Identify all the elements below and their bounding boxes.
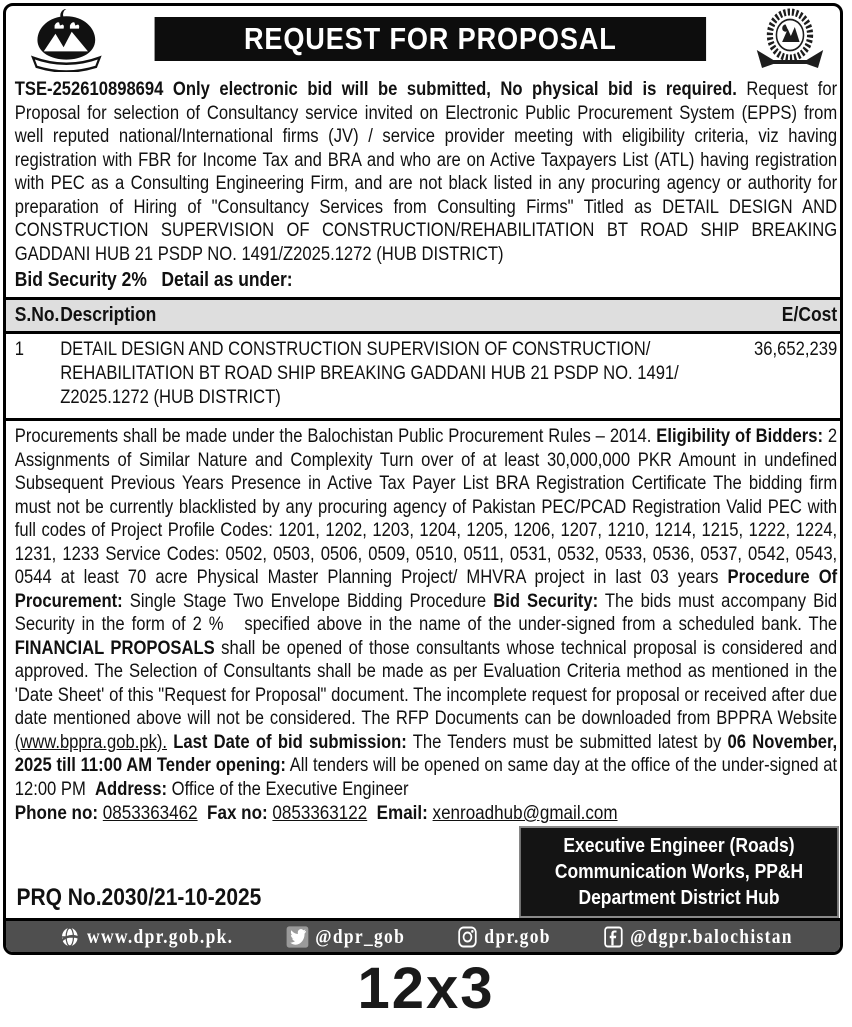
cost-table	[6, 297, 843, 421]
department-emblem-logo	[736, 6, 837, 78]
footer-facebook	[604, 926, 793, 949]
footer-website	[59, 925, 233, 949]
footer-facebook-label: @dgpr.balochistan	[630, 925, 793, 948]
footer-twitter-label: @dpr_gob	[315, 925, 406, 948]
department-emblem-icon	[743, 6, 837, 78]
terms-paragraph: Procurements shall be made under the Balochistan Public Procurement Rules – 2014. Eligibility of Bidders: 2 Assignments of Similar Nature and Complexity Turn over of at least 30,000,000 PKR Amount in undefined Subsequent Previous Years Presence in Active Tax Payer List BRA Registration Certificate The bidding firm must not be currently blacklisted by any procuring agency of Pakistan PEC/PCAD Registration Valid PEC with full codes of Project Profile Codes: 1201, 1202, 1203, 1204, 1205, 1206, 1207, 1210, 1214, 1215, 1222, 1224, 1231, 1233 Service Codes: 0502, 0503, 0506, 0509, 0510, 0511, 0531, 0532, 0533, 0536, 0537, 0542, 0543, 0544 at least 70 acre Physical Master Planning Project/ MHVRA project in last 03 years Procedure Of Procurement: Single Stage Two Envelope Bidding Procedure Bid Security: The bids must accompany Bid Security in the form of 2 % specified above in the name of the under-signed from a scheduled bank. The FINANCIAL PROPOSALS shall be opened of those consultants whose technical proposal is considered and approved. The Selection of Consultants shall be made as per Evaluation Criteria method as mentioned in the 'Date Sheet' of this "Request for Proposal" document. The incomplete request for proposal or received after due date mentioned above will not be considered. The RFP Documents can be downloaded from BPPRA Website (www.bppra.gob.pk). Last Date of bid submission: The Tenders must be submitted latest by 06 November, 2025 till 11:00 AM Tender opening: All tenders will be opened on same day at the office of the under-signed at 12:00 PM Address: Office of the Executive Engineer	[14, 426, 838, 800]
page-title: REQUEST FOR PROPOSAL	[243, 21, 617, 56]
prq-number: PRQ No.2030/21-10-2025	[16, 883, 262, 911]
cell-description: DETAIL DESIGN AND CONSTRUCTION SUPERVISION OF CONSTRUCTION/ REHABILITATION BT ROAD SHIP BREAKING GADDANI HUB 21 PSDP NO. 1491/ Z2025.1272 (HUB DISTRICT)	[60, 339, 679, 408]
footer-instagram	[458, 926, 551, 949]
facebook-icon	[604, 926, 623, 948]
column-header-sno: S.No.	[14, 304, 60, 326]
terms-section	[6, 421, 843, 826]
signature-line: Executive Engineer (Roads)	[563, 834, 795, 857]
instagram-icon	[458, 926, 477, 948]
signature-box	[519, 826, 839, 918]
twitter-icon	[286, 926, 308, 948]
footer-instagram-label: dpr.gob	[484, 925, 551, 948]
cell-sno: 1	[14, 339, 24, 360]
cell-cost: 36,652,239	[754, 339, 838, 360]
cost-table-header	[6, 300, 843, 334]
social-footer-bar	[6, 918, 843, 954]
contact-line: Phone no: 0853363462 Fax no: 0853363122 Email: xenroadhub@gmail.com	[14, 802, 618, 824]
header	[6, 6, 843, 75]
balochistan-emblem-icon	[15, 8, 118, 72]
footer-website-label: www.dpr.gob.pk.	[87, 925, 234, 948]
intro-paragraph: TSE-252610898694 Only electronic bid will be submitted, No physical bid is required. Request for Proposal for selection of Consultancy service invited on Electronic Public Procurement System (EPPS) from well reputed national/International firms (JV) / service provider meeting with eligibility criteria, viz having registration with FBR for Income Tax and BRA and who are on Active Taxpayers List (ATL) having registration with PEC as a Consulting Engineering Firm, and are not black listed in any procuring agency or authority for preparation of Hiring of "Consultancy Services from Consulting Firms" Titled as DETAIL DESIGN AND CONSTRUCTION SUPERVISION OF CONSTRUCTION/REHABILITATION BT ROAD SHIP BREAKING GADDANI HUB 21 PSDP NO. 1491/Z2025.1272 (HUB DISTRICT)	[14, 79, 838, 265]
globe-icon	[59, 925, 80, 949]
bottom-row	[6, 826, 843, 918]
table-row	[6, 334, 843, 418]
ad-size-label: 12x3	[357, 956, 495, 1021]
bid-security-line: Bid Security 2% Detail as under:	[14, 269, 293, 291]
signature-line: Department District Hub	[578, 886, 780, 909]
signature-line: Communication Works, PP&H	[554, 860, 804, 883]
column-header-description: Description	[60, 304, 157, 326]
footer-twitter	[286, 926, 405, 949]
column-header-cost: E/Cost	[781, 304, 838, 326]
advertisement-frame	[3, 3, 843, 955]
balochistan-emblem-logo	[15, 8, 125, 77]
page-title-banner	[155, 17, 706, 61]
